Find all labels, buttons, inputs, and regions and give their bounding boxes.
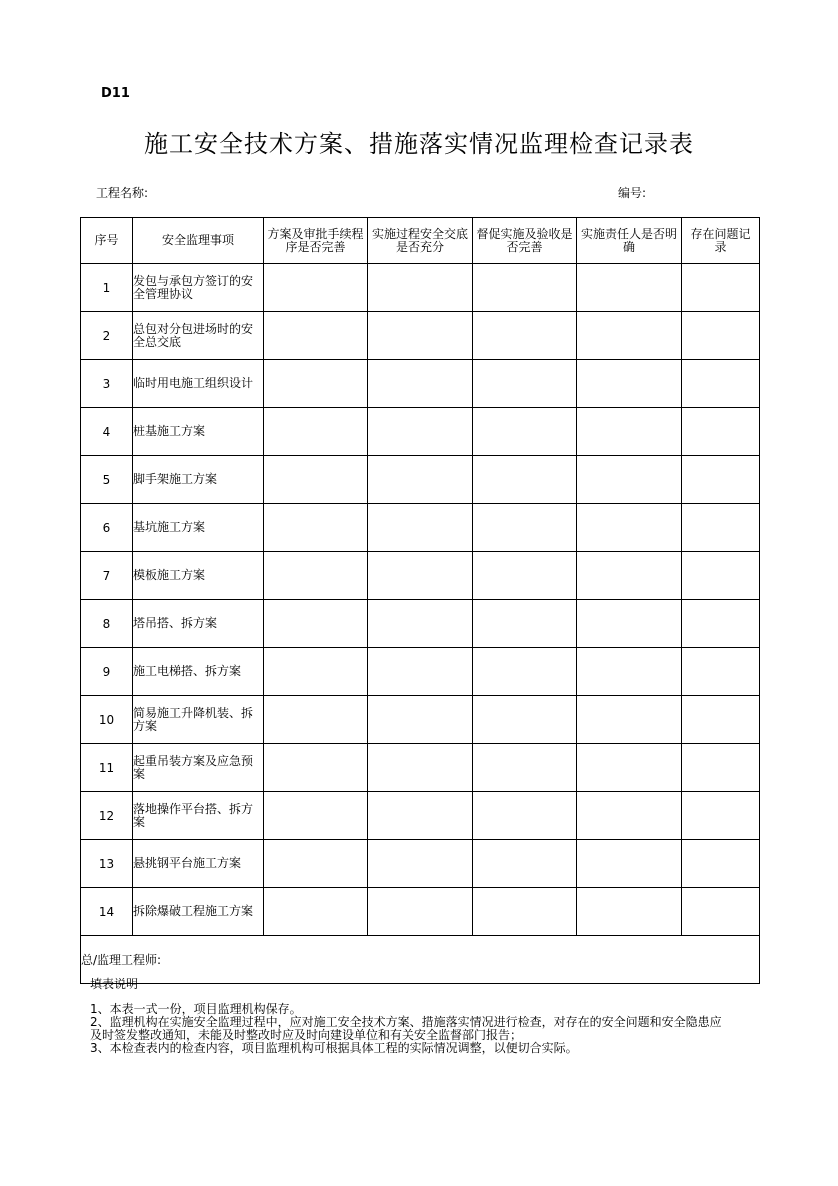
safety-briefing-cell[interactable] xyxy=(368,312,473,360)
issues-record-cell[interactable] xyxy=(682,744,760,792)
safety-briefing-cell[interactable] xyxy=(368,552,473,600)
responsible-person-cell[interactable] xyxy=(577,648,682,696)
issues-record-cell[interactable] xyxy=(682,792,760,840)
issues-record-cell[interactable] xyxy=(682,840,760,888)
row-serial: 5 xyxy=(81,456,133,504)
row-serial: 2 xyxy=(81,312,133,360)
supervision-acceptance-cell[interactable] xyxy=(473,312,577,360)
responsible-person-cell[interactable] xyxy=(577,840,682,888)
supervision-acceptance-cell[interactable] xyxy=(473,648,577,696)
table-row xyxy=(81,456,760,504)
table-row xyxy=(81,696,760,744)
row-serial: 6 xyxy=(81,504,133,552)
table-row xyxy=(81,600,760,648)
row-serial: 14 xyxy=(81,888,133,936)
responsible-person-cell[interactable] xyxy=(577,792,682,840)
issues-record-cell[interactable] xyxy=(682,408,760,456)
responsible-person-cell[interactable] xyxy=(577,456,682,504)
safety-briefing-cell[interactable] xyxy=(368,840,473,888)
row-serial: 11 xyxy=(81,744,133,792)
header-responsible-person: 实施责任人是否明确 xyxy=(577,218,682,264)
row-serial: 8 xyxy=(81,600,133,648)
safety-briefing-cell[interactable] xyxy=(368,360,473,408)
row-item: 总包对分包进场时的安全总交底 xyxy=(133,312,264,360)
instruction-line: 3、本检查表内的检查内容，项目监理机构可根据具体工程的实际情况调整，以便切合实际。 xyxy=(90,1041,578,1055)
issues-record-cell[interactable] xyxy=(682,312,760,360)
form-code: D11 xyxy=(101,86,130,101)
supervision-acceptance-cell[interactable] xyxy=(473,456,577,504)
table-footer-row xyxy=(81,936,760,984)
row-item: 拆除爆破工程施工方案 xyxy=(133,888,264,936)
row-item: 基坑施工方案 xyxy=(133,504,264,552)
issues-record-cell[interactable] xyxy=(682,504,760,552)
instruction-line: 1、本表一式一份，项目监理机构保存。 xyxy=(90,1002,302,1016)
plan-approval-cell[interactable] xyxy=(264,648,368,696)
form-number-label: 编号: xyxy=(618,186,647,200)
responsible-person-cell[interactable] xyxy=(577,552,682,600)
table-row xyxy=(81,840,760,888)
row-item: 脚手架施工方案 xyxy=(133,456,264,504)
issues-record-cell[interactable] xyxy=(682,264,760,312)
responsible-person-cell[interactable] xyxy=(577,264,682,312)
safety-briefing-cell[interactable] xyxy=(368,456,473,504)
row-item: 发包与承包方签订的安全管理协议 xyxy=(133,264,264,312)
plan-approval-cell[interactable] xyxy=(264,312,368,360)
plan-approval-cell[interactable] xyxy=(264,744,368,792)
plan-approval-cell[interactable] xyxy=(264,888,368,936)
inspection-table xyxy=(80,217,775,984)
row-item: 塔吊搭、拆方案 xyxy=(133,600,264,648)
supervision-acceptance-cell[interactable] xyxy=(473,264,577,312)
plan-approval-cell[interactable] xyxy=(264,408,368,456)
plan-approval-cell[interactable] xyxy=(264,360,368,408)
table-row xyxy=(81,504,760,552)
table-row xyxy=(81,552,760,600)
supervision-acceptance-cell[interactable] xyxy=(473,840,577,888)
responsible-person-cell[interactable] xyxy=(577,696,682,744)
header-safety-briefing: 实施过程安全交底是否充分 xyxy=(368,218,473,264)
plan-approval-cell[interactable] xyxy=(264,600,368,648)
row-item: 起重吊装方案及应急预案 xyxy=(133,744,264,792)
row-serial: 9 xyxy=(81,648,133,696)
page-title: 施工安全技术方案、措施落实情况监理检查记录表 xyxy=(144,130,694,158)
supervision-acceptance-cell[interactable] xyxy=(473,744,577,792)
responsible-person-cell[interactable] xyxy=(577,600,682,648)
row-serial: 12 xyxy=(81,792,133,840)
table-row xyxy=(81,360,760,408)
issues-record-cell[interactable] xyxy=(682,360,760,408)
safety-briefing-cell[interactable] xyxy=(368,408,473,456)
safety-briefing-cell[interactable] xyxy=(368,744,473,792)
table-row xyxy=(81,264,760,312)
issues-record-cell[interactable] xyxy=(682,696,760,744)
project-name-label: 工程名称: xyxy=(96,186,149,200)
plan-approval-cell[interactable] xyxy=(264,552,368,600)
supervision-acceptance-cell[interactable] xyxy=(473,408,577,456)
row-item: 悬挑钢平台施工方案 xyxy=(133,840,264,888)
row-serial: 10 xyxy=(81,696,133,744)
table-row xyxy=(81,312,760,360)
plan-approval-cell[interactable] xyxy=(264,696,368,744)
supervision-acceptance-cell[interactable] xyxy=(473,360,577,408)
header-supervision-acceptance: 督促实施及验收是否完善 xyxy=(473,218,577,264)
row-serial: 13 xyxy=(81,840,133,888)
issues-record-cell[interactable] xyxy=(682,456,760,504)
table-row xyxy=(81,648,760,696)
plan-approval-cell[interactable] xyxy=(264,840,368,888)
header-serial: 序号 xyxy=(81,218,133,264)
supervision-acceptance-cell[interactable] xyxy=(473,696,577,744)
header-item: 安全监理事项 xyxy=(133,218,264,264)
instruction-line: 2、监理机构在实施安全监理过程中，应对施工安全技术方案、措施落实情况进行检查，对存在的安全问题和安全隐患应及时签发整改通知，未能及时整改时应及时向建设单位和有关安全监督部门报告； xyxy=(90,1015,722,1042)
table-header-row xyxy=(81,218,760,264)
row-serial: 1 xyxy=(81,264,133,312)
row-item: 桩基施工方案 xyxy=(133,408,264,456)
supervision-acceptance-cell[interactable] xyxy=(473,552,577,600)
row-item: 临时用电施工组织设计 xyxy=(133,360,264,408)
instructions-title: 填表说明 xyxy=(90,977,139,991)
row-item: 施工电梯搭、拆方案 xyxy=(133,648,264,696)
row-serial: 7 xyxy=(81,552,133,600)
table-row xyxy=(81,744,760,792)
row-item: 模板施工方案 xyxy=(133,552,264,600)
responsible-person-cell[interactable] xyxy=(577,744,682,792)
safety-briefing-cell[interactable] xyxy=(368,264,473,312)
issues-record-cell[interactable] xyxy=(682,600,760,648)
responsible-person-cell[interactable] xyxy=(577,504,682,552)
plan-approval-cell[interactable] xyxy=(264,504,368,552)
table-row xyxy=(81,792,760,840)
safety-briefing-cell[interactable] xyxy=(368,888,473,936)
issues-record-cell[interactable] xyxy=(682,648,760,696)
safety-briefing-cell[interactable] xyxy=(368,600,473,648)
row-item: 简易施工升降机装、拆方案 xyxy=(133,696,264,744)
header-plan-approval: 方案及审批手续程序是否完善 xyxy=(264,218,368,264)
supervision-acceptance-cell[interactable] xyxy=(473,888,577,936)
row-serial: 3 xyxy=(81,360,133,408)
table-row xyxy=(81,408,760,456)
supervision-acceptance-cell[interactable] xyxy=(473,504,577,552)
issues-record-cell[interactable] xyxy=(682,552,760,600)
table-row xyxy=(81,888,760,936)
row-item: 落地操作平台搭、拆方案 xyxy=(133,792,264,840)
responsible-person-cell[interactable] xyxy=(577,360,682,408)
supervision-acceptance-cell[interactable] xyxy=(473,792,577,840)
safety-briefing-cell[interactable] xyxy=(368,696,473,744)
plan-approval-cell[interactable] xyxy=(264,264,368,312)
safety-briefing-cell[interactable] xyxy=(368,792,473,840)
instructions xyxy=(90,978,730,1055)
safety-briefing-cell[interactable] xyxy=(368,648,473,696)
header-issues-record: 存在问题记 录 xyxy=(682,218,760,264)
plan-approval-cell[interactable] xyxy=(264,456,368,504)
responsible-person-cell[interactable] xyxy=(577,408,682,456)
supervisor-signature-label: 总/监理工程师: xyxy=(81,936,760,984)
responsible-person-cell[interactable] xyxy=(577,312,682,360)
plan-approval-cell[interactable] xyxy=(264,792,368,840)
issues-record-cell[interactable] xyxy=(682,888,760,936)
supervision-acceptance-cell[interactable] xyxy=(473,600,577,648)
safety-briefing-cell[interactable] xyxy=(368,504,473,552)
responsible-person-cell[interactable] xyxy=(577,888,682,936)
row-serial: 4 xyxy=(81,408,133,456)
